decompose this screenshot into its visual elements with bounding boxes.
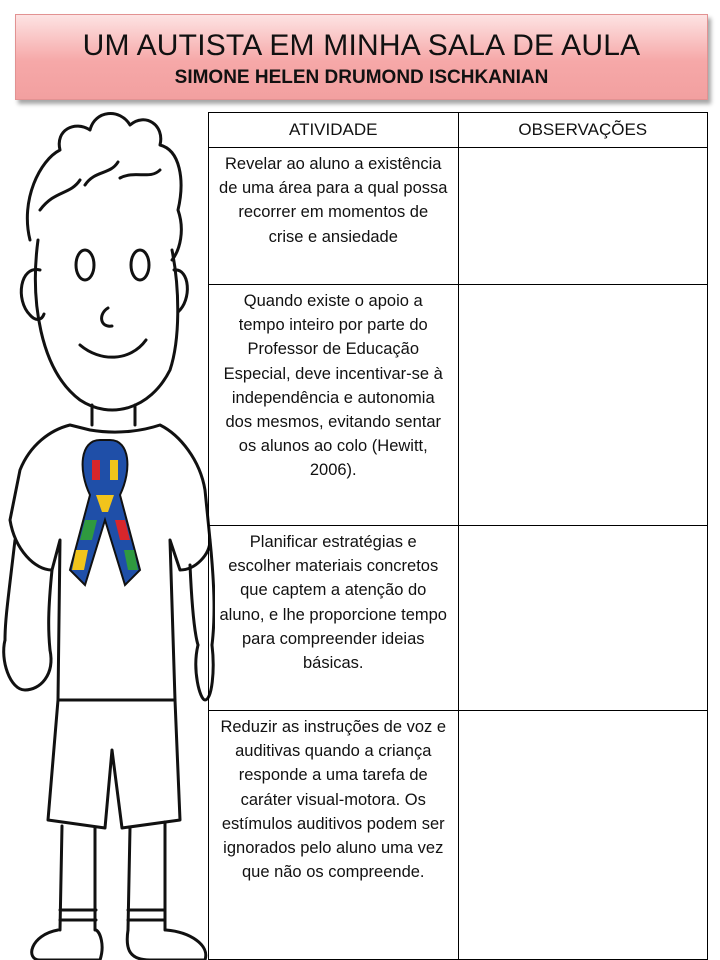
boy-illustration (0, 100, 215, 960)
title-banner (15, 14, 708, 100)
table-row (209, 526, 708, 711)
author-name: SIMONE HELEN DRUMOND ISCHKANIAN (174, 67, 549, 88)
column-header-atividade: ATIVIDADE (209, 113, 459, 148)
page-title: UM AUTISTA EM MINHA SALA DE AULA (82, 29, 641, 62)
observation-cell[interactable] (458, 148, 708, 285)
activity-cell: Quando existe o apoio a tempo inteiro por parte do Professor de Educação Especial, deve incentivar-se à independência e autonomia dos mesmos, evitando sentar os alunos ao colo (Hewitt, 2006). (209, 285, 459, 526)
observation-cell[interactable] (458, 526, 708, 711)
table-row (209, 148, 708, 285)
puzzle-ribbon-icon (70, 440, 140, 585)
activity-cell: Planificar estratégias e escolher materiais concretos que captem a atenção do aluno, e lhe proporcione tempo para compreender ideias básicas. (209, 526, 459, 711)
activities-table (208, 112, 708, 960)
activity-cell: Revelar ao aluno a existência de uma área para a qual possa recorrer em momentos de crise e ansiedade (209, 148, 459, 285)
observation-cell[interactable] (458, 285, 708, 526)
activity-cell: Reduzir as instruções de voz e auditivas quando a criança responde a uma tarefa de caráter visual-motora. Os estímulos auditivos podem ser ignorados pelo aluno uma vez que não os compreende. (209, 711, 459, 960)
table-row (209, 285, 708, 526)
observation-cell[interactable] (458, 711, 708, 960)
table-row (209, 711, 708, 960)
column-header-observacoes: OBSERVAÇÕES (458, 113, 708, 148)
